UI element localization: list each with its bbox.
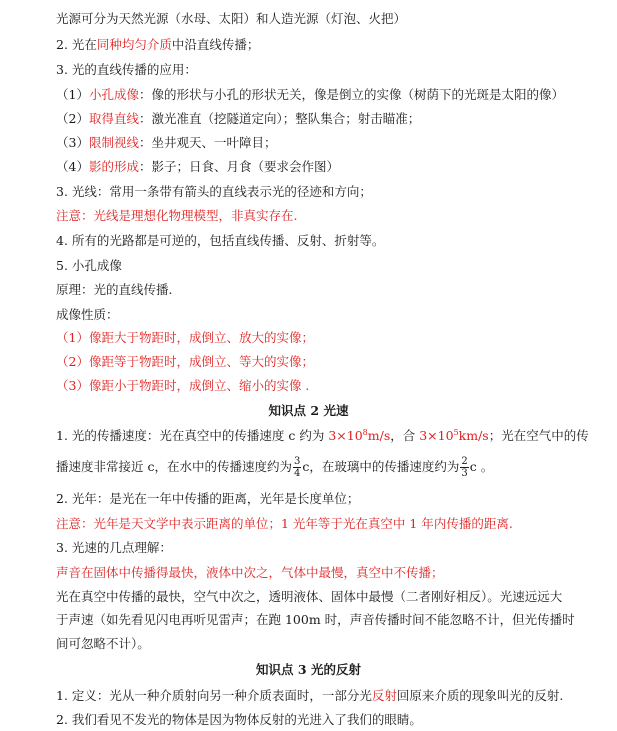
text-line: 成像性质： [56,307,119,322]
text-line [56,111,420,127]
text-line [56,688,563,704]
text-line [56,428,589,444]
note-line: （1）像距大于物距时，成倒立、放大的实像； [56,330,314,345]
highlight-text: 影的形成 [88,159,139,174]
text-line: 间可忽略不计）。 [56,636,150,651]
text-span: 2. 光在 [56,37,97,52]
exponent: 8 [362,427,368,437]
text-line: 4. 所有的光路都是可逆的，包括直线传播、反射、折射等。 [56,233,385,248]
text-line: 2. 我们看见不发光的物体是因为物体反射的光进入了我们的眼睛。 [56,712,422,727]
text-line: 原理：光的直线传播. [56,282,173,297]
text-span: 播速度非常接近 c，在水中的传播速度约为 [56,459,292,474]
text-line [56,37,259,53]
note-line: （3）像距小于物距时，成倒立、缩小的实像 . [56,378,310,393]
text-line: 2. 光年：是光在一年中传播的距离，光年是长度单位； [56,491,360,506]
numerator: 3 [293,456,301,467]
text-span: ：激光准直（挖隧道定向）；整队集合；射击瞄准； [138,111,421,126]
unit: m/s [367,428,391,443]
text-line: 光源可分为天然光源（水母、太阳）和人造光源（灯泡、火把） [56,11,407,26]
note-line: （2）像距等于物距时，成倒立、等大的实像； [56,354,314,369]
highlight-text: 同种均匀介质 [96,37,172,52]
text-line [56,159,339,175]
unit: km/s [458,428,489,443]
denominator: 3 [461,468,468,479]
text-span: c，在玻璃中的传播速度约为 [302,459,460,474]
text-span: ：影子；日食、月食（要求会作图） [138,159,339,174]
text-span: （3） [56,135,89,150]
text-span: ：像的形状与小孔的形状无关，像是倒立的实像（树荫下的光斑是太阳的像） [138,87,564,102]
text-line: 3. 光线：常用一条带有箭头的直线表示光的径迹和方向； [56,184,372,199]
text-span: 回原来介质的现象叫光的反射. [396,688,564,703]
text-line [56,455,493,479]
numerator: 2 [461,456,468,467]
note-line: 注意：光年是天文学中表示距离的单位；1 光年等于光在真空中 1 年内传播的距离. [56,516,513,531]
text-span: ：坐井观天、一叶障目； [138,135,277,150]
exponent: 5 [453,427,459,437]
text-line [56,87,564,103]
text-line: 3. 光速的几点理解： [56,540,172,555]
text-span: （1） [56,87,89,102]
speed-value [328,428,390,443]
text-span: （4） [56,159,89,174]
note-line: 注意：光线是理想化物理模型，非真实存在. [56,208,298,223]
text-line: 5. 小孔成像 [56,258,122,273]
section-heading: 知识点 3 光的反射 [256,662,361,677]
text-span: 中沿直线传播； [171,37,260,52]
fraction [293,456,301,479]
text-span: 1. 光的传播速度：光在真空中的传播速度 c 约为 [56,428,329,443]
text-span: 3×10 [328,428,363,443]
text-span: c 。 [469,459,494,474]
text-span: 3×10 [419,428,454,443]
text-span: ；光在空气中的传 [488,428,589,443]
text-line: 光在真空中传播的最快，空气中次之，透明液体、固体中最慢（二者刚好相反）。光速远远大 [56,589,563,604]
text-line [56,135,276,151]
text-span: ，合 [390,428,420,443]
text-line: 3. 光的直线传播的应用： [56,62,197,77]
highlight-text: 反射 [371,688,397,703]
note-line: 声音在固体中传播得最快，液体中次之，气体中最慢，真空中不传播； [56,565,444,580]
highlight-text: 小孔成像 [88,87,139,102]
speed-value [419,428,489,443]
text-span: 1. 定义：光从一种介质射向另一种介质表面时，一部分光 [56,688,372,703]
text-line: 于声速（如先看见闪电再听见雷声；在跑 100m 时，声音传播时间不能忽略不计，但光传播时 [56,612,575,627]
fraction [460,456,468,479]
text-span: （2） [56,111,89,126]
highlight-text: 取得直线 [88,111,139,126]
denominator: 4 [293,468,301,479]
highlight-text: 限制视线 [88,135,139,150]
section-heading: 知识点 2 光速 [268,403,349,418]
